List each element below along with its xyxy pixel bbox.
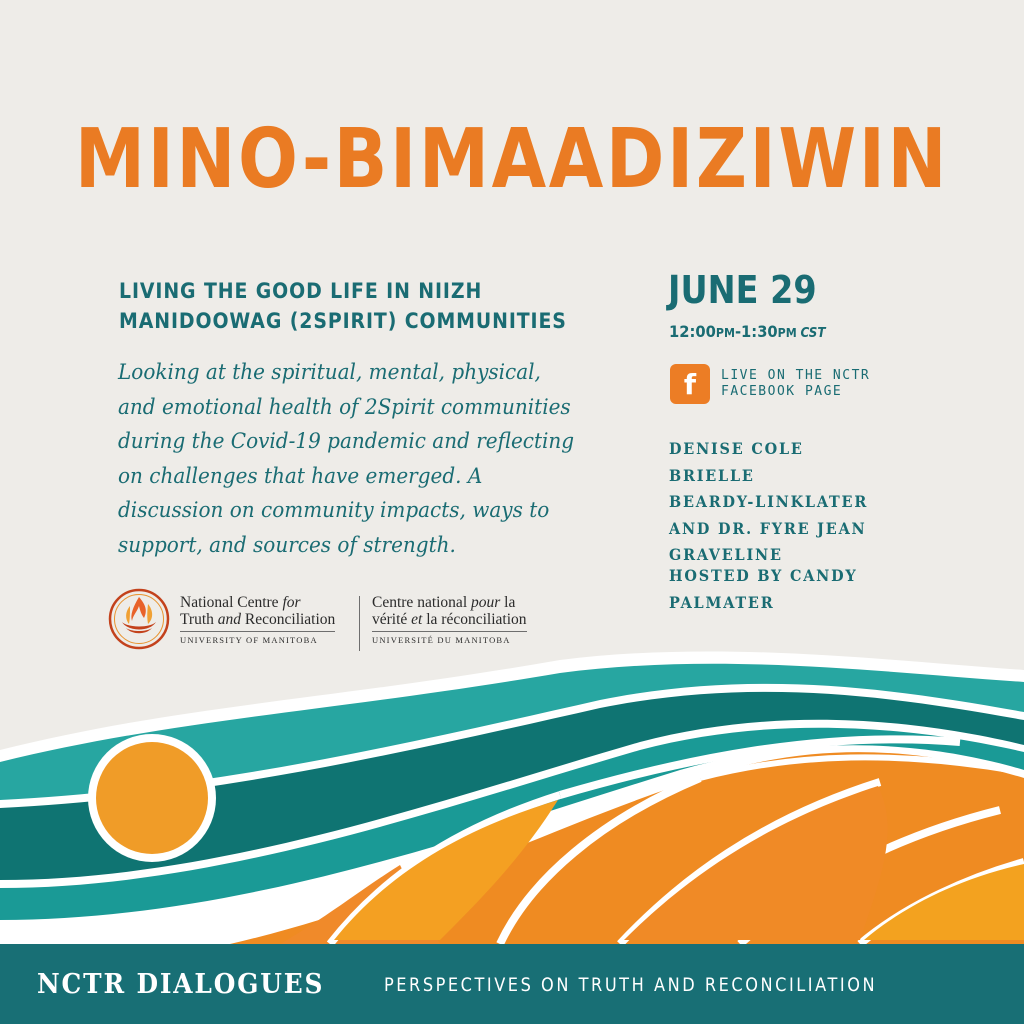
logo-text: la réconciliation (422, 611, 527, 628)
logo-text: Truth (180, 611, 218, 628)
description-line: discussion on community impacts, ways to (118, 498, 550, 523)
facebook-icon[interactable]: f (670, 364, 710, 404)
description-line: Looking at the spiritual, mental, physical, (118, 360, 541, 385)
speaker-line: DENISE COLE (669, 439, 804, 458)
time-zone: CST (800, 326, 826, 341)
time-ampm: PM (777, 326, 797, 340)
logo-university: UNIVERSITÉ DU MANITOBA (372, 635, 511, 645)
logo-text: Reconciliation (241, 611, 336, 628)
event-date: JUNE 29 (668, 268, 817, 312)
facebook-line: LIVE ON THE NCTR (721, 368, 871, 383)
speaker-line: BEARDY-LINKLATER (669, 492, 869, 511)
facebook-line: FACEBOOK PAGE (721, 384, 843, 399)
logo-text: for (282, 594, 301, 611)
subtitle-line: LIVING THE GOOD LIFE IN NIIZH (119, 279, 483, 303)
time-ampm: PM (715, 326, 735, 340)
speaker-line: BRIELLE (669, 465, 755, 485)
logo-university: UNIVERSITY OF MANITOBA (180, 635, 318, 645)
logo-text: et (411, 611, 423, 628)
logo-text: vérité (372, 611, 412, 628)
time-end: -1:30 (734, 322, 778, 341)
time-start: 12:00 (669, 322, 716, 341)
logo-text: la (500, 594, 516, 611)
subtitle-line: MANIDOOWAG (2SPIRIT) COMMUNITIES (119, 309, 567, 333)
description-line: on challenges that have emerged. A (118, 463, 483, 489)
description-line: support, and sources of strength. (118, 532, 456, 558)
event-title: MINO-BIMAADIZIWIN (74, 112, 950, 207)
footer-banner (0, 944, 1024, 1024)
description-line: and emotional health of 2Spirit communities (118, 394, 571, 420)
host-line: HOSTED BY CANDY (669, 566, 858, 585)
description-line: during the Covid-19 pandemic and reflecting (118, 429, 575, 454)
host-line: PALMATER (669, 592, 775, 612)
logo-text: and (217, 611, 242, 628)
logo-text: National Centre (180, 594, 283, 611)
speaker-line: AND DR. FYRE JEAN (669, 518, 867, 538)
logo-text: Centre national (372, 594, 471, 611)
logo-text: pour (471, 594, 501, 611)
footer-tagline: PERSPECTIVES ON TRUTH AND RECONCILIATION (384, 974, 878, 996)
speaker-line: GRAVELINE (669, 545, 783, 564)
footer-series-title: NCTR DIALOGUES (37, 969, 325, 1000)
